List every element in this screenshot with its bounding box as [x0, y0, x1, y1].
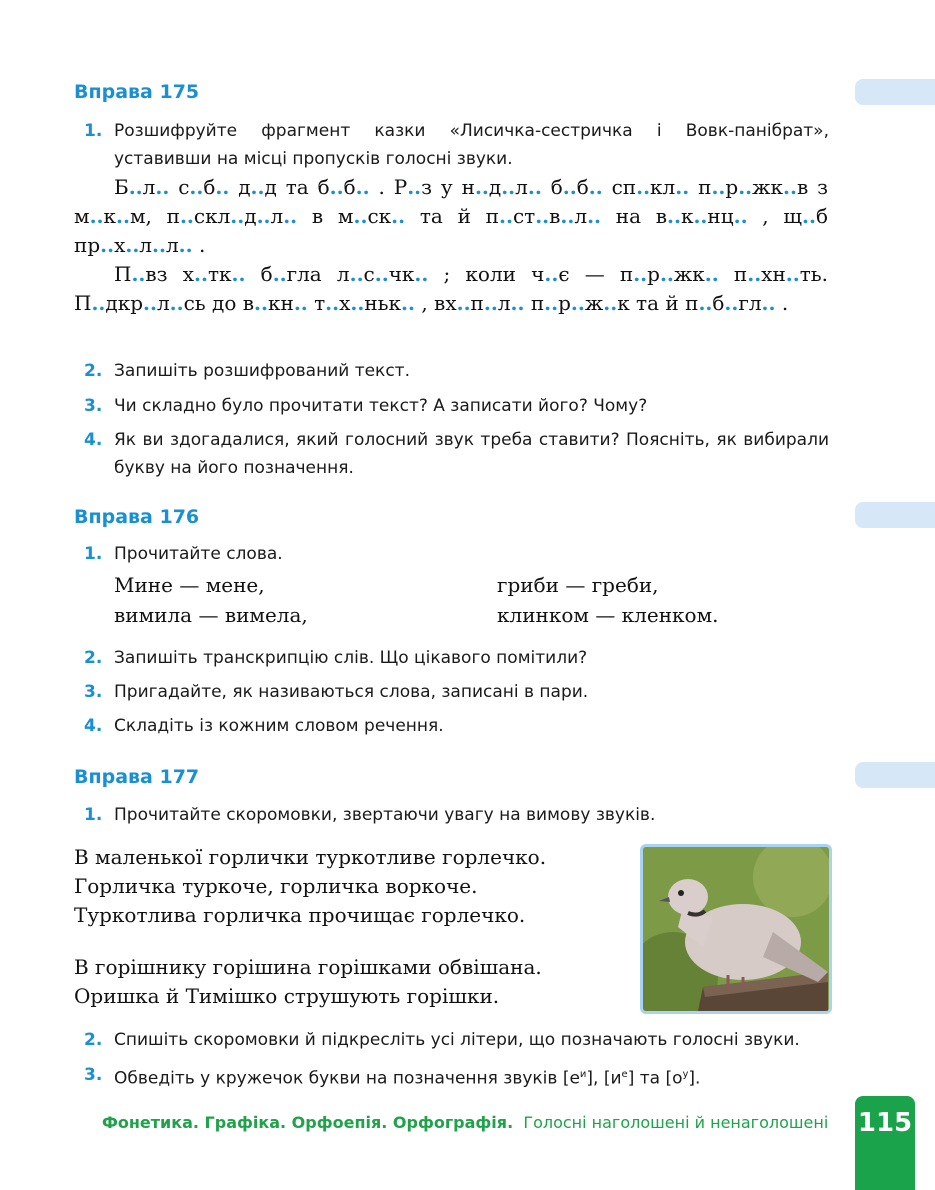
task-text: Прочитайте скоромовки, звертаючи увагу на вимову звуків.	[114, 805, 656, 825]
gap-dots: ..	[570, 291, 585, 315]
gap-dots: ..	[698, 291, 713, 315]
word-pair: вимила — вимела,	[114, 603, 308, 627]
gap-dots: ..	[544, 262, 559, 286]
exercise-title: Вправа 176	[74, 506, 200, 528]
dove-illustration	[643, 847, 829, 1011]
task-text: Складіть із кожним словом речення.	[114, 716, 444, 736]
cipher-paragraph: П..вз х..тк.. б..гла л..с..чк.. ; коли ч..є — п..р..жк.. п..хн..ть. П..дкр..л..сь до в..кн.. т..х..ньк.. , вх..п..л.. п..р..ж..к та й п..б..гл.. .	[74, 262, 829, 315]
cipher-text	[74, 173, 828, 318]
task-item	[84, 1061, 829, 1093]
section-tab	[855, 762, 935, 788]
task-number: 4.	[84, 430, 103, 450]
gap-dots: ..	[783, 175, 797, 199]
gap-dots: ..	[535, 204, 550, 228]
task-number: 2.	[84, 648, 103, 668]
gap-dots: ..	[401, 291, 415, 315]
gap-dots: ..	[169, 291, 184, 315]
gap-dots: ..	[588, 175, 603, 199]
gap-dots: ..	[802, 204, 816, 228]
task-number: 2.	[84, 361, 103, 381]
gap-dots: ..	[355, 175, 370, 199]
task-item	[84, 801, 829, 829]
task-item	[84, 392, 829, 420]
dove-photo	[640, 844, 832, 1014]
task-text: Як ви здогадалися, який голосний звук треба ставити? Поясніть, як вибирали букву на його позначення.	[114, 430, 829, 478]
task-text: Чи складно було прочитати текст? А записати його? Чому?	[114, 396, 648, 416]
section-tab	[855, 79, 935, 105]
gap-dots: ..	[89, 204, 104, 228]
verse-line: Оришка й Тимішко струшують горішки.	[74, 984, 500, 1008]
gap-dots: ..	[693, 204, 708, 228]
gap-dots: ..	[353, 204, 368, 228]
task-item	[84, 540, 829, 568]
gap-dots: ..	[116, 204, 130, 228]
tongue-twister	[74, 843, 546, 930]
verse-line: Туркотлива горличка прочищає горлечко.	[74, 903, 526, 927]
gap-dots: ..	[131, 262, 146, 286]
task-number: 3.	[84, 1065, 103, 1085]
gap-dots: ..	[474, 175, 489, 199]
gap-dots: ..	[231, 262, 246, 286]
gap-dots: ..	[125, 233, 140, 257]
gap-dots: ..	[667, 204, 681, 228]
gap-dots: ..	[407, 175, 422, 199]
gap-dots: ..	[256, 204, 271, 228]
word-pair: гриби — греби,	[497, 573, 659, 597]
task-text: Пригадайте, як називаються слова, записані в пари.	[114, 682, 589, 702]
task-item	[84, 678, 829, 706]
task-number: 3.	[84, 682, 103, 702]
exercise-title: Вправа 177	[74, 766, 200, 788]
gap-dots: ..	[155, 175, 170, 199]
gap-dots: ..	[483, 291, 498, 315]
gap-dots: ..	[100, 233, 115, 257]
gap-dots: ..	[562, 175, 577, 199]
exercise-title: Вправа 175	[74, 81, 200, 103]
gap-dots: ..	[724, 291, 739, 315]
gap-dots: ..	[283, 204, 298, 228]
tongue-twister	[74, 953, 542, 1011]
section-tab	[855, 502, 935, 528]
gap-dots: ..	[349, 262, 364, 286]
cipher-paragraph: Б..л.. с..б.. д..д та б..б.. . Р..з у н..д..л.. б..б.. сп..кл.. п..р..жк..в з м..к..м, п..скл..д..л.. в м..ск.. та й п..ст..в..л.. на в..к..нц.. , щ..б пр..х..л..л.. .	[74, 175, 829, 257]
gap-dots: ..	[189, 175, 204, 199]
task-number: 3.	[84, 396, 103, 416]
word-pairs-right	[497, 570, 719, 630]
page-number-box	[855, 1096, 915, 1190]
task-item	[84, 426, 829, 482]
task-item	[84, 357, 829, 385]
gap-dots: ..	[374, 262, 389, 286]
task-text: Спишіть скоромовки й підкресліть усі літери, що позначають голосні звуки.	[114, 1030, 800, 1050]
task-text: Обведіть у кружечок букви на позначення звуків $[е^и]$, $[и^е]$ та $[о^у]$.	[114, 1068, 701, 1089]
gap-dots: ..	[711, 175, 726, 199]
gap-dots: ..	[733, 204, 748, 228]
verse-line: Горличка туркоче, горличка воркоче.	[74, 874, 478, 898]
word-pair: Мине — мене,	[114, 573, 265, 597]
gap-dots: ..	[350, 291, 365, 315]
gap-dots: ..	[250, 175, 265, 199]
verse-line: В горішнику горішина горішками обвішана.	[74, 955, 542, 979]
task-item	[84, 117, 829, 173]
gap-dots: ..	[510, 291, 525, 315]
task-text: Розшифруйте фрагмент казки «Лисичка-сестричка і Вовк-панібрат», уставивши на місці пропусків голосні звуки.	[114, 121, 829, 169]
task-text: Прочитайте слова.	[114, 544, 283, 564]
verse-line: В маленької горлички туркотливе горлечко.	[74, 845, 547, 869]
gap-dots: ..	[633, 262, 648, 286]
gap-dots: ..	[659, 262, 674, 286]
gap-dots: ..	[128, 175, 143, 199]
task-item	[84, 644, 829, 672]
gap-dots: ..	[704, 262, 719, 286]
gap-dots: ..	[501, 175, 516, 199]
task-text: Запишіть транскрипцію слів. Що цікавого помітили?	[114, 648, 588, 668]
gap-dots: ..	[603, 291, 618, 315]
gap-dots: ..	[785, 262, 800, 286]
task-item	[84, 712, 829, 740]
gap-dots: ..	[499, 204, 513, 228]
page-number: 115	[857, 1108, 913, 1138]
footer-section: Фонетика. Графіка. Орфоепія. Орфографія.	[102, 1113, 514, 1132]
task-number: 2.	[84, 1030, 103, 1050]
gap-dots: ..	[293, 291, 308, 315]
gap-dots: ..	[560, 204, 575, 228]
gap-dots: ..	[152, 233, 166, 257]
gap-dots: ..	[544, 291, 559, 315]
gap-dots: ..	[675, 175, 690, 199]
gap-dots: ..	[456, 291, 471, 315]
gap-dots: ..	[329, 175, 344, 199]
task-number: 1.	[84, 544, 103, 564]
gap-dots: ..	[194, 262, 208, 286]
task-number: 1.	[84, 121, 103, 141]
gap-dots: ..	[143, 291, 157, 315]
gap-dots: ..	[587, 204, 601, 228]
gap-dots: ..	[527, 175, 542, 199]
gap-dots: ..	[230, 204, 245, 228]
gap-dots: ..	[636, 175, 651, 199]
task-number: 4.	[84, 716, 103, 736]
word-pairs-left	[114, 570, 308, 630]
gap-dots: ..	[215, 175, 230, 199]
gap-dots: ..	[325, 291, 340, 315]
gap-dots: ..	[254, 291, 268, 315]
gap-dots: ..	[761, 291, 776, 315]
page-footer	[102, 1113, 828, 1132]
gap-dots: ..	[179, 204, 194, 228]
gap-dots: ..	[91, 291, 106, 315]
gap-dots: ..	[272, 262, 287, 286]
task-number: 1.	[84, 805, 103, 825]
gap-dots: ..	[738, 175, 753, 199]
gap-dots: ..	[747, 262, 762, 286]
gap-dots: ..	[178, 233, 193, 257]
footer-topic: Голосні наголошені й ненаголошені	[523, 1113, 829, 1132]
task-item	[84, 1026, 829, 1054]
task-text: Запишіть розшифрований текст.	[114, 361, 410, 381]
word-pair: клинком — кленком.	[497, 603, 719, 627]
gap-dots: ..	[414, 262, 429, 286]
gap-dots: ..	[391, 204, 406, 228]
